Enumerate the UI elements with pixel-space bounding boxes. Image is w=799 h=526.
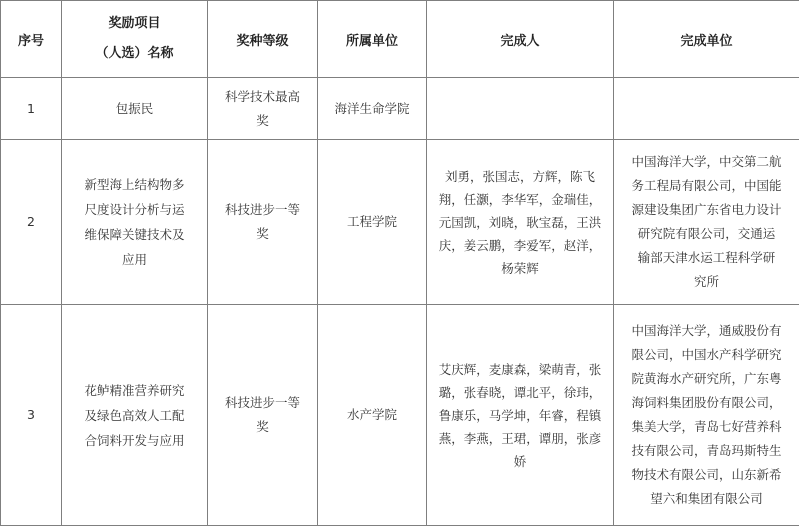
header-completer-units: 完成单位 [614, 1, 799, 78]
header-unit: 所属单位 [318, 1, 427, 78]
header-row [1, 1, 799, 78]
row-award-name: 包振民 [62, 78, 208, 140]
row-index: 1 [1, 78, 62, 140]
row-index: 3 [1, 305, 62, 526]
row-completers [427, 78, 614, 140]
table-row [1, 140, 799, 305]
header-award-name-line2: （人选）名称 [68, 39, 201, 69]
header-award-name-line1: 奖励项目 [68, 9, 201, 39]
row-unit: 水产学院 [318, 305, 427, 526]
row-award-name: 花鲈精准营养研究 及绿色高效人工配 合饲料开发与应用 [62, 305, 208, 526]
row-award-name: 新型海上结构物多 尺度设计分析与运 维保障关键技术及 应用 [62, 140, 208, 305]
header-level: 奖种等级 [208, 1, 318, 78]
table-row [1, 305, 799, 526]
header-index: 序号 [1, 1, 62, 78]
row-completer-units: 中国海洋大学，中交第二航 务工程局有限公司，中国能 源建设集团广东省电力设计 研究院有限公司，交通运 输部天津水运工程科学研 究所 [614, 140, 799, 305]
row-completers: 艾庆辉，麦康森，梁萌青，张 璐，张春晓，谭北平，徐玮， 鲁康乐，马学坤，年睿，程镇 燕，李燕，王珺，谭朋，张彦 娇 [427, 305, 614, 526]
header-award-name [62, 1, 208, 78]
row-level: 科学技术最高 奖 [208, 78, 318, 140]
row-level: 科技进步一等 奖 [208, 305, 318, 526]
row-completer-units: 中国海洋大学，通威股份有 限公司，中国水产科学研究 院黄海水产研究所，广东粤 海饲料集团股份有限公司， 集美大学，青岛七好营养科 技有限公司，青岛玛斯特生 物技术有限公司，山东新希 望六和集团有限公司 [614, 305, 799, 526]
header-completers: 完成人 [427, 1, 614, 78]
row-index: 2 [1, 140, 62, 305]
row-unit: 海洋生命学院 [318, 78, 427, 140]
row-level: 科技进步一等 奖 [208, 140, 318, 305]
row-completers: 刘勇，张国志，方辉，陈飞 翔，任灏，李华军，金瑞佳， 元国凯，刘晓，耿宝磊，王洪 庆，姜云鹏，李爱军，赵洋， 杨荣辉 [427, 140, 614, 305]
row-completer-units [614, 78, 799, 140]
table-row [1, 78, 799, 140]
row-unit: 工程学院 [318, 140, 427, 305]
